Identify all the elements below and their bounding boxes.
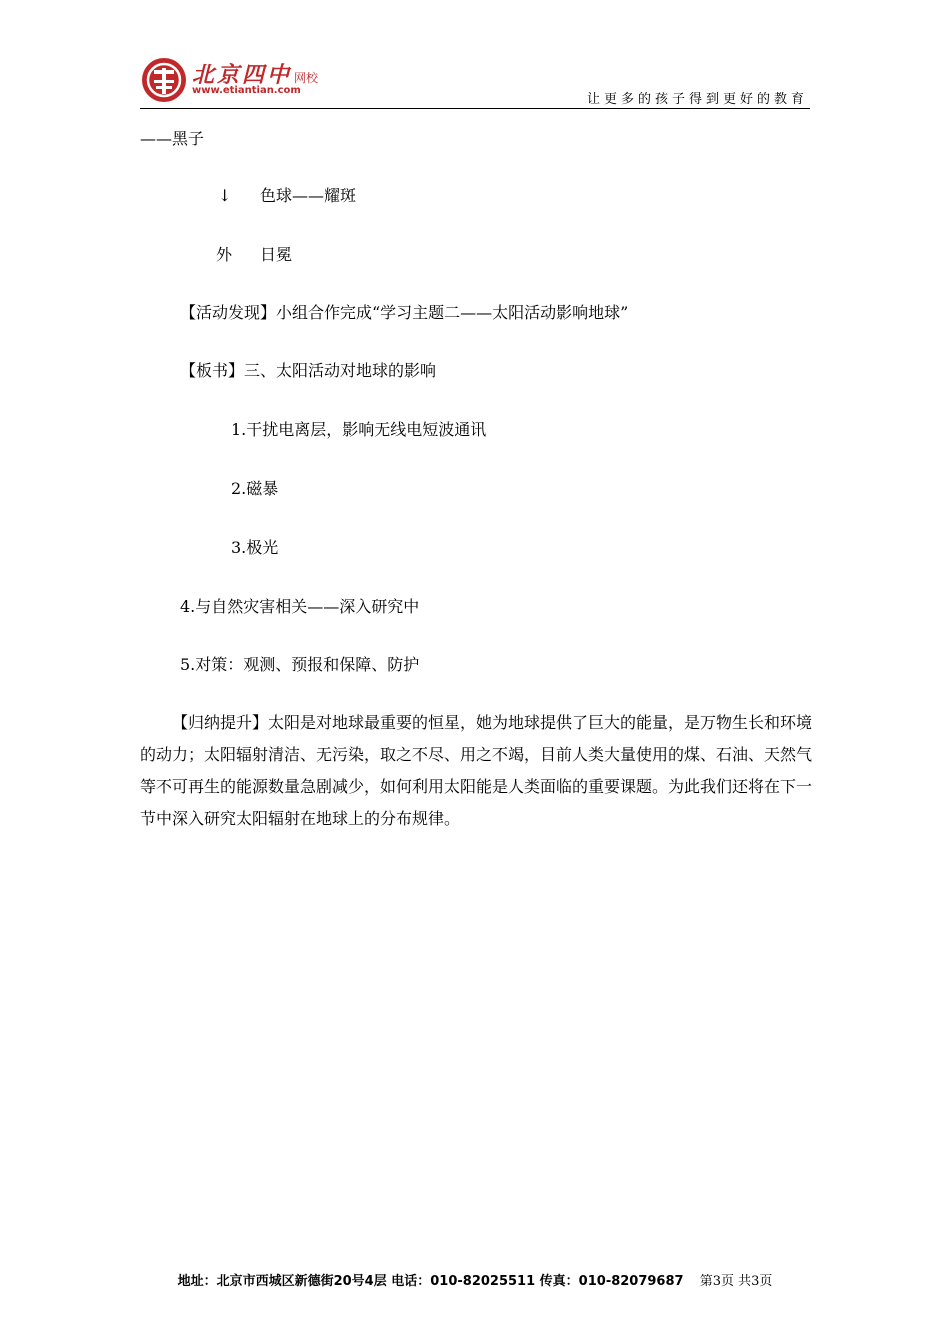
board-item-5: 5.对策：观测、预报和保障、防护: [180, 655, 420, 674]
board-item-2: 2.磁暴: [231, 479, 279, 498]
board-item-1: 1.干扰电离层，影响无线电短波通讯: [231, 420, 487, 439]
footer-address: 地址：北京市西城区新德街20号4层 电话：010-82025511 传真：010-82079687: [177, 1274, 684, 1289]
header-slogan: 让更多的孩子得到更好的教育: [586, 92, 808, 107]
line-rimian: 日冕: [260, 245, 293, 264]
line-heizi: ——黑子: [140, 129, 205, 148]
page-header: [140, 48, 810, 108]
header-divider: [140, 108, 810, 109]
line-wai: 外: [216, 245, 233, 264]
board-item-3: 3.极光: [231, 538, 279, 557]
brand-suffix: 网校: [294, 71, 319, 85]
board-heading: 【板书】三、太阳活动对地球的影响: [180, 361, 437, 380]
board-item-4: 4.与自然灾害相关——深入研究中: [180, 597, 420, 616]
page-number: 第3页 共3页: [699, 1274, 773, 1289]
school-seal-icon: [140, 56, 188, 104]
line-seqiu: 色球——耀斑: [260, 186, 357, 205]
brand-name: 北京四中 网校: [192, 63, 319, 88]
page-footer: [0, 1270, 950, 1289]
summary-paragraph: 【归纳提升】太阳是对地球最重要的恒星，她为地球提供了巨大的能量，是万物生长和环境的动力；太阳辐射清洁、无污染，取之不尽、用之不竭，目前人类大量使用的煤、石油、天然气等不可再生的能源数量急剧减少，如何利用太阳能是人类面临的重要课题。为此我们还将在下一节中深入研究太阳辐射在地球上的分布规律。: [140, 713, 813, 828]
down-arrow-icon: ↓: [218, 186, 232, 205]
activity-discovery: 【活动发现】小组合作完成“学习主题二——太阳活动影响地球”: [180, 303, 629, 322]
brand-url[interactable]: www.etiantian.com: [192, 85, 301, 96]
